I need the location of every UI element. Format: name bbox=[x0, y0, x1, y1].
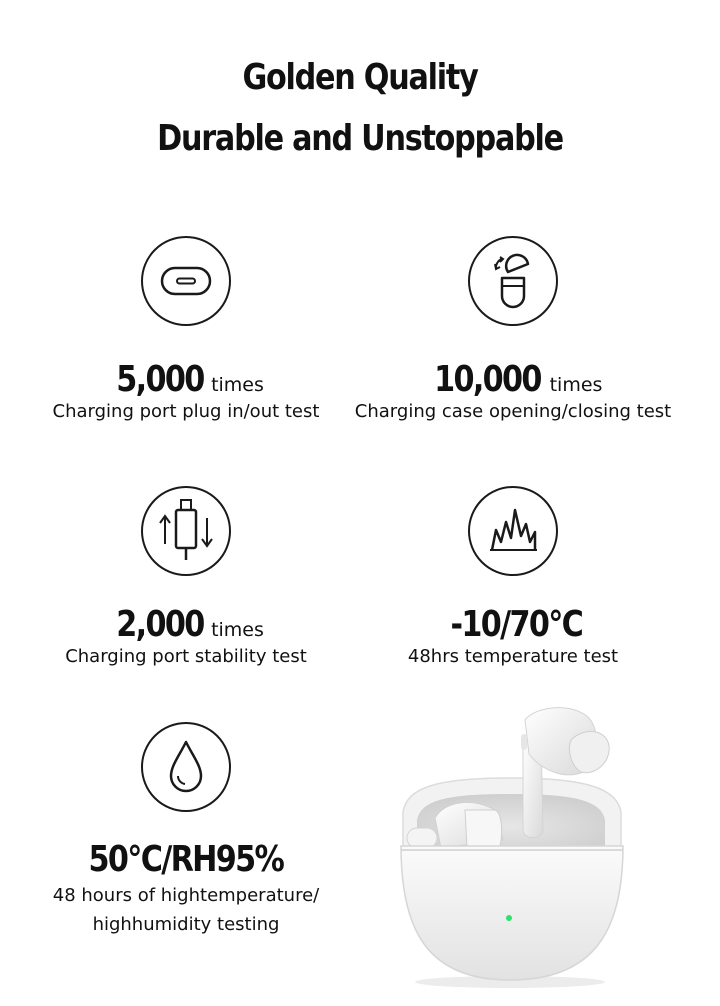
feature-3-value: 2,000 bbox=[116, 604, 204, 645]
feature-2-description bbox=[333, 398, 693, 427]
feature-4-description-line: 48hrs temperature test bbox=[407, 646, 619, 667]
feature-4-value: -10/70°C bbox=[450, 604, 582, 645]
feature-1-description bbox=[6, 398, 366, 427]
feature-5-stat bbox=[6, 839, 366, 880]
feature-5-description bbox=[6, 882, 366, 940]
feature-2-unit: times bbox=[549, 374, 603, 396]
feature-3-unit: times bbox=[211, 619, 264, 641]
feature-3-stat bbox=[6, 604, 366, 645]
feature-1-stat bbox=[6, 359, 366, 400]
headline-line-1: Golden Quality bbox=[242, 57, 478, 98]
feature-1-unit: times bbox=[211, 374, 264, 396]
case-open-close-icon bbox=[468, 236, 558, 326]
feature-3-description-line: Charging port stability test bbox=[65, 646, 307, 667]
flame-icon bbox=[468, 486, 558, 576]
feature-2-value: 10,000 bbox=[433, 359, 541, 400]
feature-5-description-line-2: highhumidity testing bbox=[92, 913, 280, 935]
feature-1-value: 5,000 bbox=[116, 359, 204, 400]
feature-5-value: 50°C/RH95% bbox=[88, 839, 284, 880]
feature-1-description-line: Charging port plug in/out test bbox=[52, 401, 320, 422]
water-drop-icon bbox=[141, 722, 231, 812]
feature-5-description-line-1: 48 hours of hightemperature/ bbox=[52, 885, 320, 906]
feature-2-stat bbox=[333, 359, 693, 400]
feature-3-description bbox=[6, 643, 366, 672]
usb-c-port-icon bbox=[141, 236, 231, 326]
headline-line-2: Durable and Unstoppable bbox=[157, 118, 563, 159]
feature-4-description bbox=[333, 643, 693, 672]
earbuds-case-illustration bbox=[395, 700, 635, 990]
cable-plug-icon bbox=[141, 486, 231, 576]
feature-2-description-line: Charging case opening/closing test bbox=[354, 401, 672, 422]
feature-4-stat bbox=[333, 604, 693, 645]
